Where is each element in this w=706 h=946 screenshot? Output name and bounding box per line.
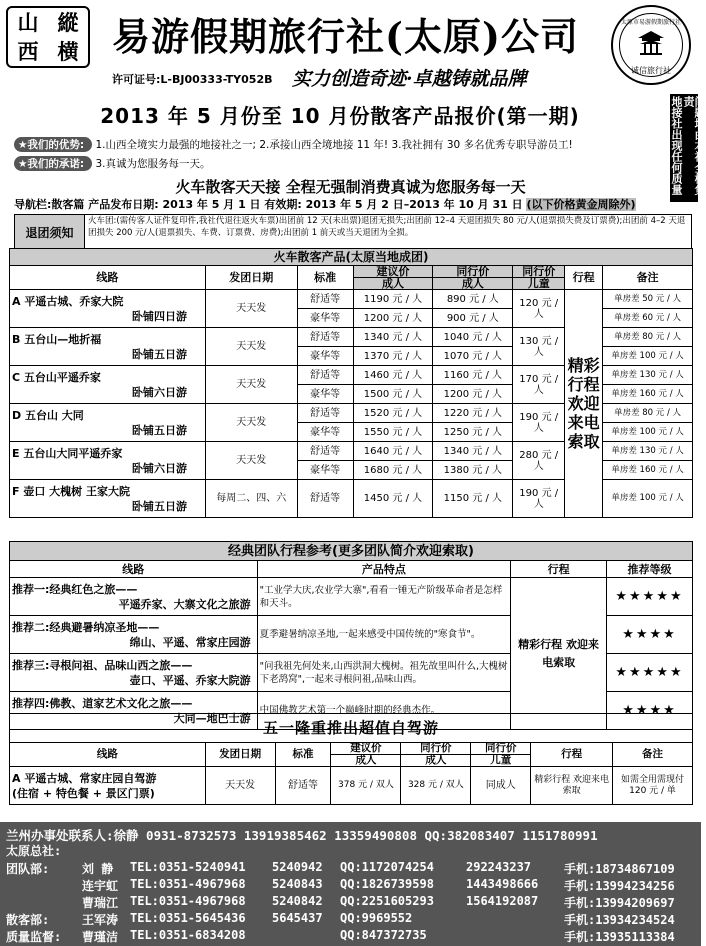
note-cell: 单房差 100 元 / 人 <box>603 423 693 442</box>
contact-name: 曹瑾洁 <box>82 930 119 944</box>
std-cell: 舒适等 <box>297 366 353 385</box>
note-cell: 单房差 80 元 / 人 <box>603 328 693 347</box>
col-adult: 成人 <box>401 755 471 767</box>
col-route: 线路 <box>10 743 206 767</box>
contact-qq2: 1443498666 <box>466 877 539 891</box>
col-adult: 成人 <box>331 755 401 767</box>
col-suggest: 建议价 <box>331 743 401 755</box>
col-peer: 同行价 <box>401 743 471 755</box>
price-cell: 1500 元 / 人 <box>353 385 433 404</box>
price-cell: 1640 元 / 人 <box>353 442 433 461</box>
company-logo <box>6 6 90 68</box>
price-cell: 1190 元 / 人 <box>353 290 433 309</box>
table-row <box>10 767 693 805</box>
promise-text: 3.真诚为您服务每一天。 <box>95 158 211 170</box>
contact-qq2: 1564192087 <box>466 894 539 908</box>
promise-line <box>14 156 211 171</box>
child-price-cell: 170 元 / 人 <box>513 366 565 404</box>
contact-ext: 5240942 <box>272 860 323 874</box>
license-number: 许可证号:L-BJ00333-TY052B <box>112 73 273 86</box>
contact-ext: 5240842 <box>272 894 323 908</box>
advantages-label: ★我们的优势: <box>14 137 92 152</box>
nav-prefix: 导航栏:散客篇 产品发布日期: <box>14 198 159 211</box>
group-tour-table <box>9 541 693 730</box>
price-cell: 328 元 / 双人 <box>401 767 471 805</box>
price-cell: 1680 元 / 人 <box>353 461 433 480</box>
train-section-title: 火车散客产品(太原当地成团) <box>10 249 693 266</box>
price-cell: 1220 元 / 人 <box>433 404 513 423</box>
col-adult: 成人 <box>353 278 433 290</box>
col-grade: 推荐等级 <box>607 561 693 578</box>
itinerary-cell: 精彩行程 欢迎来电索取 <box>565 290 603 518</box>
note-cell: 单房差 100 元 / 人 <box>603 480 693 518</box>
guarantee-line: 地接社出现任何质量 <box>670 96 683 195</box>
contact-ext: 5645437 <box>272 911 323 925</box>
col-peer-child: 同行价 <box>513 266 565 278</box>
company-title: 易游假期旅行社(太原)公司 <box>112 14 579 59</box>
contact-mobile: 手机:13994209697 <box>564 896 675 910</box>
price-cell: 1550 元 / 人 <box>353 423 433 442</box>
col-date: 发团日期 <box>205 743 275 767</box>
price-cell: 1520 元 / 人 <box>353 404 433 423</box>
contact-mobile: 手机:18734867109 <box>564 862 675 876</box>
depart-cell: 每周二、四、六 <box>205 480 297 518</box>
col-child: 儿童 <box>471 755 531 767</box>
group-section-title: 经典团队行程参考(更多团队简介欢迎索取) <box>10 542 693 561</box>
slogan: 实力创造奇迹·卓越铸就品牌 <box>292 68 527 90</box>
contact-mobile: 手机:13934234524 <box>564 913 675 927</box>
note-cell: 单房差 130 元 / 人 <box>603 366 693 385</box>
note-cell: 单房差 60 元 / 人 <box>603 309 693 328</box>
contacts-panel <box>0 822 701 946</box>
col-itinerary: 行程 <box>531 743 613 767</box>
price-cell: 378 元 / 双人 <box>331 767 401 805</box>
taiyuan-label: 太原总社: <box>6 844 62 858</box>
refund-label: 退团须知 <box>15 215 85 249</box>
std-cell: 舒适等 <box>297 442 353 461</box>
advantages-line <box>14 137 573 152</box>
route-cell: 推荐二:经典避暑纳凉圣地—— 绵山、平遥、常家庄园游 <box>10 616 258 654</box>
col-note: 备注 <box>603 266 693 290</box>
itinerary-cell: 精彩行程 欢迎来电索取 <box>531 767 613 805</box>
col-itinerary: 行程 <box>511 561 607 578</box>
price-cell: 1340 元 / 人 <box>353 328 433 347</box>
std-cell: 舒适等 <box>297 480 353 518</box>
col-adult: 成人 <box>433 278 513 290</box>
note-cell: 单房差 80 元 / 人 <box>603 404 693 423</box>
route-cell: C 五台山平遥乔家 卧铺六日游 <box>10 366 206 404</box>
price-cell: 890 元 / 人 <box>433 290 513 309</box>
col-itinerary: 行程 <box>565 266 603 290</box>
child-price-cell: 120 元 / 人 <box>513 290 565 328</box>
guarantee-line: 问题均由本社全权负责 <box>682 96 706 195</box>
contact-dept: 质量监督: <box>6 930 62 944</box>
route-cell: F 壶口 大槐树 王家大院 卧铺五日游 <box>10 480 206 518</box>
contact-tel: TEL:0351-4967968 <box>130 877 246 891</box>
contact-name: 连宇虹 <box>82 879 119 893</box>
table-row <box>10 578 693 616</box>
note-cell: 单房差 160 元 / 人 <box>603 461 693 480</box>
route-cell: D 五台山 大同 卧铺五日游 <box>10 404 206 442</box>
contact-qq: QQ:1172074254 <box>340 860 434 874</box>
col-note: 备注 <box>613 743 693 767</box>
logo-char: 西 <box>17 39 39 64</box>
route-cell: A 平遥古城、常家庄园自驾游 (住宿 + 特色餐 + 景区门票) <box>10 767 206 805</box>
contact-dept: 散客部: <box>6 913 50 927</box>
std-cell: 豪华等 <box>297 385 353 404</box>
std-cell: 豪华等 <box>297 423 353 442</box>
navigation-line <box>14 196 636 212</box>
route-cell: E 五台山大同平遥乔家 卧铺六日游 <box>10 442 206 480</box>
price-cell: 1380 元 / 人 <box>433 461 513 480</box>
col-standard: 标准 <box>275 743 331 767</box>
price-list-title: 2013 年 5 月份至 10 月份散客产品报价(第一期) <box>100 104 580 128</box>
price-cell: 1200 元 / 人 <box>353 309 433 328</box>
train-product-table <box>9 248 693 518</box>
depart-cell: 天天发 <box>205 366 297 404</box>
feature-cell: "问我祖先何处来,山西洪洞大槐树。祖先故里叫什么,大槐树下老鸹窝",一起来寻根问祖,品味山西。 <box>257 654 511 692</box>
route-cell: 推荐四:佛教、道家艺术文化之旅—— 大同—地巴士游 <box>10 692 258 730</box>
feature-cell: "工业学大庆,农业学大寨",看看一锤无产阶级革命者是怎样和天斗。 <box>257 578 511 616</box>
seal-top-text: 太原市易游假期旅行社 <box>620 19 681 26</box>
contact-name: 刘 静 <box>82 862 114 876</box>
child-price-cell: 同成人 <box>471 767 531 805</box>
note-cell: 如需全用需现付 120 元 / 单 <box>613 767 693 805</box>
price-cell: 1040 元 / 人 <box>433 328 513 347</box>
valid-label: 有效期: <box>264 198 302 211</box>
col-child: 儿童 <box>513 278 565 290</box>
contact-ext: 5240843 <box>272 877 323 891</box>
seal-bottom-text: 诚信旅行社 <box>631 66 671 75</box>
table-row <box>10 290 693 309</box>
contact-name: 王军涛 <box>82 913 119 927</box>
contact-qq: QQ:847372735 <box>340 928 427 942</box>
contact-qq2: 292243237 <box>466 860 532 874</box>
publish-date: 2013 年 5 月 1 日 <box>162 198 261 211</box>
contact-dept: 团队部: <box>6 862 50 876</box>
contact-tel: TEL:0351-4967968 <box>130 894 246 908</box>
contact-qq: QQ:9969552 <box>340 911 413 925</box>
refund-notice <box>14 214 692 250</box>
price-cell: 1200 元 / 人 <box>433 385 513 404</box>
valid-period: 2013 年 5 月 2 日–2013 年 10 月 31 日 <box>305 198 523 211</box>
contact-tel: TEL:0351-5645436 <box>130 911 246 925</box>
route-cell: 推荐三:寻根问祖、品味山西之旅—— 壶口、平遥、乔家大院游 <box>10 654 258 692</box>
pavilion-icon <box>637 29 665 55</box>
depart-cell: 天天发 <box>205 404 297 442</box>
col-date: 发团日期 <box>205 266 297 290</box>
refund-text: 火车团:(需传客人证件复印件,我社代退往返火车票)出团前 12 天(未出票)退团无损失;出团前 12–4 天退团损失 80 元/人(退票损失费及订票费);出团前 4–2 天退团损失 200 元/人(退票损失、车费、订票费、房费);出团前 1 前天或当天退团为全损。 <box>88 216 686 238</box>
contact-tel: TEL:0351-6834208 <box>130 928 246 942</box>
note-cell: 单房差 100 元 / 人 <box>603 347 693 366</box>
depart-cell: 天天发 <box>205 290 297 328</box>
child-price-cell: 190 元 / 人 <box>513 404 565 442</box>
route-cell: A 平遥古城、乔家大院 卧铺四日游 <box>10 290 206 328</box>
itinerary-cell: 精彩行程 欢迎来电索取 <box>511 578 607 730</box>
promise-label: ★我们的承诺: <box>14 156 92 171</box>
price-cell: 1150 元 / 人 <box>433 480 513 518</box>
contact-tel: TEL:0351-5240941 <box>130 860 246 874</box>
price-cell: 1250 元 / 人 <box>433 423 513 442</box>
price-cell: 1450 元 / 人 <box>353 480 433 518</box>
col-peer-child: 同行价 <box>471 743 531 755</box>
company-seal <box>611 5 691 85</box>
col-suggest: 建议价 <box>353 266 433 278</box>
headline: 火车散客天天接 全程无强制消费真诚为您服务每一天 <box>175 178 526 196</box>
depart-cell: 天天发 <box>205 767 275 805</box>
child-price-cell: 280 元 / 人 <box>513 442 565 480</box>
depart-cell: 天天发 <box>205 442 297 480</box>
contact-name: 曹瑞江 <box>82 896 119 910</box>
std-cell: 舒适等 <box>297 328 353 347</box>
col-standard: 标准 <box>297 266 353 290</box>
std-cell: 豪华等 <box>297 309 353 328</box>
col-peer: 同行价 <box>433 266 513 278</box>
std-cell: 舒适等 <box>297 290 353 309</box>
rating-stars: ★★★★ <box>607 616 693 654</box>
price-cell: 1070 元 / 人 <box>433 347 513 366</box>
self-drive-table <box>9 713 693 805</box>
rating-stars: ★★★★★ <box>607 578 693 616</box>
contact-mobile: 手机:13994234256 <box>564 879 675 893</box>
feature-cell: 夏季避暑纳凉圣地,一起来感受中国传统的"寒食节"。 <box>257 616 511 654</box>
price-cell: 900 元 / 人 <box>433 309 513 328</box>
std-cell: 舒适等 <box>275 767 331 805</box>
contact-qq: QQ:2251605293 <box>340 894 434 908</box>
logo-char: 横 <box>57 39 79 64</box>
contact-mobile: 手机:13935113384 <box>564 930 675 944</box>
route-cell: 推荐一:经典红色之旅—— 平遥乔家、大寨文化之旅游 <box>10 578 258 616</box>
price-cell: 1460 元 / 人 <box>353 366 433 385</box>
feature-cell: 中国佛教艺术第一个巅峰时期的经典杰作。 <box>257 692 511 730</box>
note-cell: 单房差 50 元 / 人 <box>603 290 693 309</box>
price-cell: 1340 元 / 人 <box>433 442 513 461</box>
col-feature: 产品特点 <box>257 561 511 578</box>
rating-stars: ★★★★ <box>607 692 693 730</box>
std-cell: 豪华等 <box>297 347 353 366</box>
price-cell: 1370 元 / 人 <box>353 347 433 366</box>
rating-stars: ★★★★★ <box>607 654 693 692</box>
std-cell: 舒适等 <box>297 404 353 423</box>
golden-week-note: (以下价格黄金周除外) <box>526 198 636 211</box>
note-cell: 单房差 130 元 / 人 <box>603 442 693 461</box>
note-cell: 单房差 160 元 / 人 <box>603 385 693 404</box>
contact-qq: QQ:1826739598 <box>340 877 434 891</box>
depart-cell: 天天发 <box>205 328 297 366</box>
col-route: 线路 <box>10 266 206 290</box>
price-cell: 1160 元 / 人 <box>433 366 513 385</box>
logo-char: 山 <box>17 10 39 35</box>
col-route: 线路 <box>10 561 258 578</box>
advantages-text: 1.山西全境实力最强的地接社之一; 2.承接山西全境地接 11 年! 3.我社拥有 30 多名优秀专职导游员工! <box>95 139 573 151</box>
std-cell: 豪华等 <box>297 461 353 480</box>
child-price-cell: 190 元 / 人 <box>513 480 565 518</box>
lanzhou-contact: 兰州办事处联系人:徐静 0931-8732573 13919385462 13359490808 QQ:382083407 1151780991 <box>6 828 598 843</box>
drive-section-title: 五一隆重推出超值自驾游 <box>10 714 693 743</box>
child-price-cell: 130 元 / 人 <box>513 328 565 366</box>
route-cell: B 五台山—地折福 卧铺五日游 <box>10 328 206 366</box>
logo-char: 縱 <box>57 10 79 35</box>
